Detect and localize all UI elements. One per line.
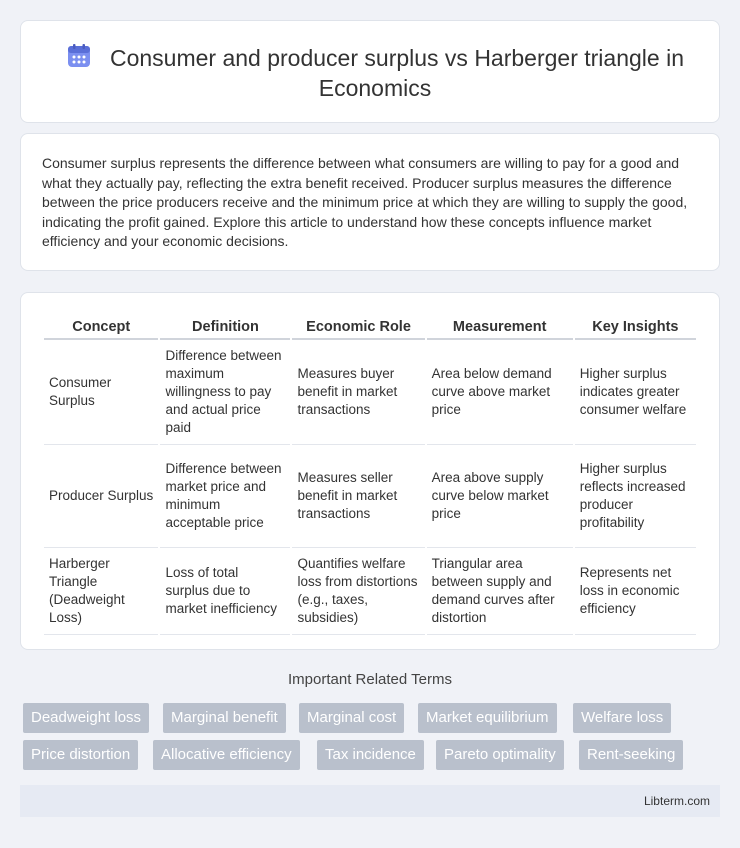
footer-link[interactable]: Libterm.com — [643, 794, 710, 808]
intro-paragraph: Consumer surplus represents the difference between what consumers are willing to pay for a good and what they actually pay, reflecting the extra benefit received. Producer surplus measures the difference between the price producers receive and the minimum price at which they are willing to supply the good, indicating the profit gained. Explore this article to understand how these concepts influence market efficiency and your economic decisions. — [42, 155, 688, 249]
table-cell: Higher surplus reflects increased producer profitability — [575, 445, 696, 548]
page-title-wrap — [51, 43, 699, 103]
table-cell: Area below demand curve above market price — [427, 340, 573, 445]
tag-price-distortion[interactable]: Price distortion — [23, 740, 138, 770]
table-cell: Difference between maximum willingness to pay and actual price paid — [160, 340, 290, 445]
tag-marginal-cost[interactable]: Marginal cost — [299, 703, 404, 733]
table-row — [44, 548, 696, 635]
table-cell: Measures buyer benefit in market transactions — [292, 340, 424, 445]
table-cell: Triangular area between supply and demand curves after distortion — [427, 548, 573, 635]
table-cell: Measures seller benefit in market transactions — [292, 445, 424, 548]
title-card — [20, 20, 720, 123]
table-cell: Quantifies welfare loss from distortions (e.g., taxes, subsidies) — [292, 548, 424, 635]
tag-welfare-loss[interactable]: Welfare loss — [573, 703, 671, 733]
table-cell: Loss of total surplus due to market inefficiency — [160, 548, 290, 635]
intro-card — [20, 133, 720, 271]
table-cell: Area above supply curve below market price — [427, 445, 573, 548]
column-header: Definition — [160, 314, 290, 340]
tag-marginal-benefit[interactable]: Marginal benefit — [163, 703, 286, 733]
footer — [20, 785, 720, 817]
calendar-icon — [66, 43, 92, 69]
comparison-table — [42, 314, 698, 635]
column-header: Concept — [44, 314, 158, 340]
table-cell: Harberger Triangle (Deadweight Loss) — [44, 548, 158, 635]
column-header: Key Insights — [575, 314, 696, 340]
table-cell: Consumer Surplus — [44, 340, 158, 445]
related-terms-title: Important Related Terms — [288, 671, 452, 688]
table-cell: Producer Surplus — [44, 445, 158, 548]
table-header-row — [44, 314, 696, 340]
table-row — [44, 340, 696, 445]
tag-pareto-optimality[interactable]: Pareto optimality — [436, 740, 564, 770]
tag-market-equilibrium[interactable]: Market equilibrium — [418, 703, 557, 733]
tag-rent-seeking[interactable]: Rent-seeking — [579, 740, 683, 770]
column-header: Measurement — [427, 314, 573, 340]
tag-allocative-efficiency[interactable]: Allocative efficiency — [153, 740, 300, 770]
table-cell: Higher surplus indicates greater consumer welfare — [575, 340, 696, 445]
table-cell: Represents net loss in economic efficiency — [575, 548, 696, 635]
tag-deadweight-loss[interactable]: Deadweight loss — [23, 703, 149, 733]
table-card — [20, 292, 720, 650]
column-header: Economic Role — [292, 314, 424, 340]
tag-tax-incidence[interactable]: Tax incidence — [317, 740, 424, 770]
page-title: Consumer and producer surplus vs Harberger triangle in Economics — [109, 45, 684, 101]
table-row — [44, 445, 696, 548]
table-cell: Difference between market price and minimum acceptable price — [160, 445, 290, 548]
